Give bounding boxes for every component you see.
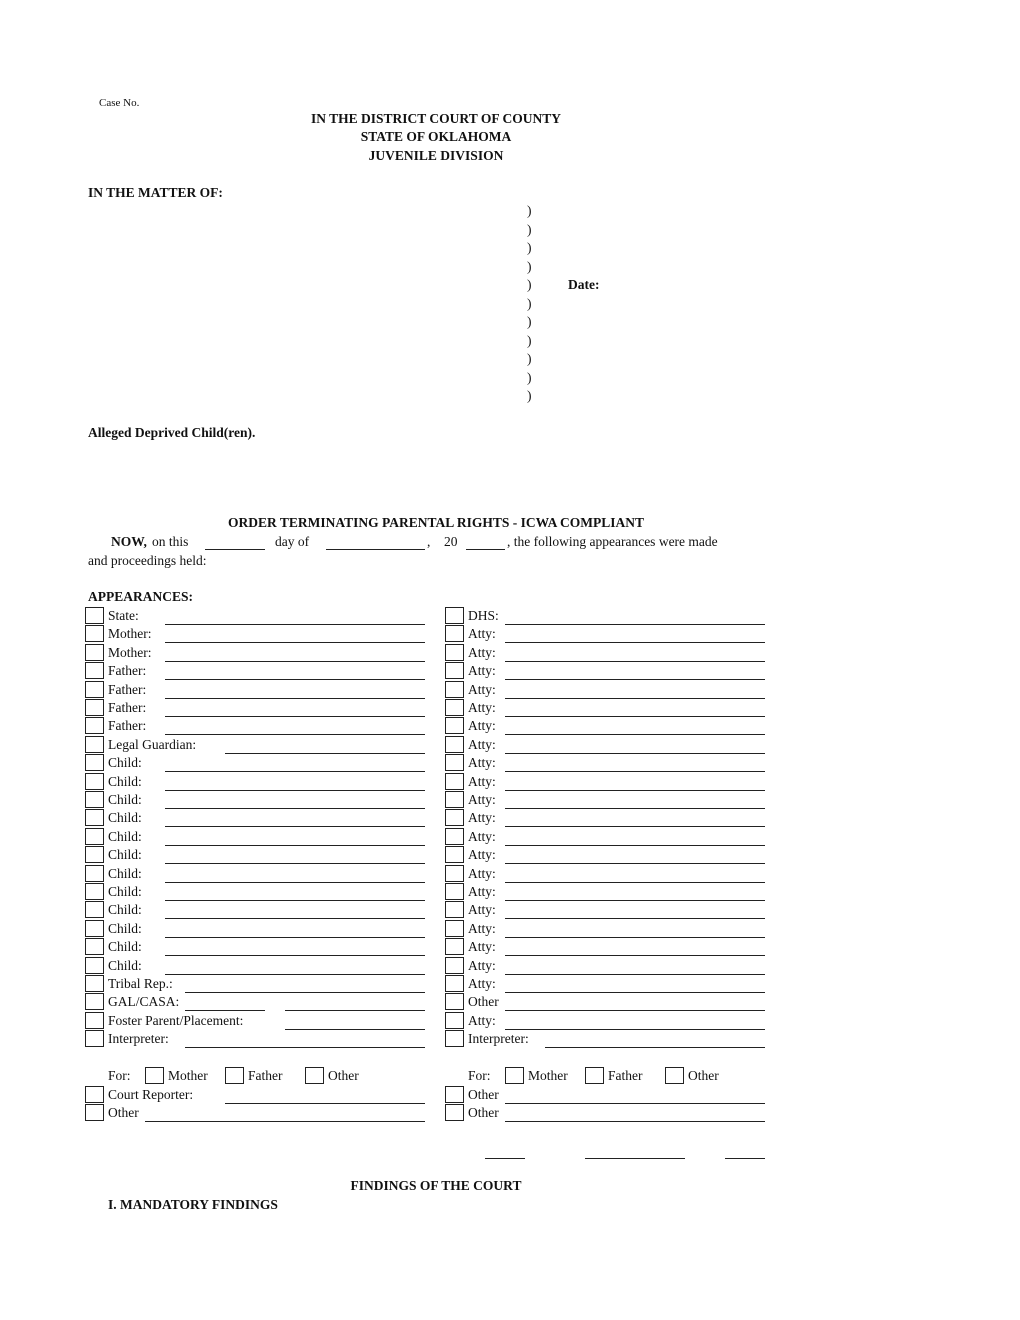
state-name: STATE OF OKLAHOMA bbox=[360, 129, 512, 144]
appearance-checkbox[interactable] bbox=[85, 791, 104, 808]
appearance-label: Atty: bbox=[468, 865, 496, 881]
appearance-label: Tribal Rep.: bbox=[108, 976, 173, 991]
appearance-label: Atty: bbox=[468, 939, 496, 955]
appearance-checkbox[interactable] bbox=[445, 1086, 464, 1103]
in-the-matter-of: IN THE MATTER OF: bbox=[88, 185, 223, 200]
appearance-label: Interpreter: bbox=[108, 1031, 169, 1047]
appearance-name-line[interactable] bbox=[505, 753, 765, 754]
appearance-label: State: bbox=[108, 608, 139, 623]
appearance-name-line[interactable] bbox=[505, 882, 765, 883]
appearance-checkbox[interactable] bbox=[445, 717, 464, 734]
appearance-name-line[interactable] bbox=[505, 1010, 765, 1011]
appearance-checkbox[interactable] bbox=[85, 975, 104, 992]
appearance-label: Child: bbox=[108, 810, 142, 826]
appearance-label: Legal Guardian: bbox=[108, 736, 197, 752]
appearance-checkbox[interactable] bbox=[445, 791, 464, 808]
appearance-checkbox[interactable] bbox=[445, 920, 464, 937]
appearance-checkbox[interactable] bbox=[445, 1012, 464, 1029]
for-mother-label: Mother bbox=[168, 1068, 208, 1083]
appearance-name-line[interactable] bbox=[505, 845, 765, 846]
appearance-checkbox[interactable] bbox=[445, 883, 464, 900]
appearance-checkbox[interactable] bbox=[85, 957, 104, 974]
appearance-name-line[interactable] bbox=[505, 992, 765, 993]
appearance-label: Atty: bbox=[468, 644, 496, 660]
appearance-label: Father: bbox=[108, 718, 147, 734]
appearance-name-line[interactable] bbox=[165, 845, 425, 846]
appearance-checkbox[interactable] bbox=[85, 846, 104, 863]
day-of-label: day of bbox=[275, 534, 310, 549]
signature-blank-3[interactable] bbox=[725, 1158, 765, 1159]
appearance-label: Atty: bbox=[468, 810, 496, 826]
caption-paren: ) bbox=[527, 314, 532, 329]
appearance-label: Other bbox=[108, 1104, 139, 1120]
appearance-checkbox[interactable] bbox=[445, 828, 464, 845]
appearance-label: Interpreter: bbox=[468, 1031, 529, 1047]
appearance-label: Foster Parent/Placement: bbox=[108, 1012, 244, 1028]
appearance-name-line[interactable] bbox=[505, 863, 765, 864]
for-mother-checkbox[interactable] bbox=[505, 1067, 524, 1084]
appearance-name-line[interactable] bbox=[145, 1121, 425, 1122]
caption-paren: ) bbox=[527, 351, 532, 366]
appearance-checkbox[interactable] bbox=[85, 920, 104, 937]
division-name: JUVENILE DIVISION bbox=[368, 148, 504, 163]
appearance-name-line[interactable] bbox=[505, 661, 765, 662]
appearance-checkbox[interactable] bbox=[85, 662, 104, 679]
appearance-name-line[interactable] bbox=[225, 753, 425, 754]
appearance-name-line[interactable] bbox=[185, 992, 425, 993]
appearance-label: Atty: bbox=[468, 755, 496, 771]
appearance-label: Atty: bbox=[468, 920, 496, 936]
for-other-label: Other bbox=[328, 1068, 359, 1083]
appearance-checkbox[interactable] bbox=[85, 993, 104, 1010]
appearance-label: Other bbox=[468, 1086, 499, 1102]
appearance-label: Atty: bbox=[468, 792, 496, 807]
appearance-checkbox[interactable] bbox=[85, 699, 104, 716]
for-other-checkbox[interactable] bbox=[305, 1067, 324, 1084]
appearance-checkbox[interactable] bbox=[445, 644, 464, 661]
appearance-checkbox[interactable] bbox=[85, 717, 104, 734]
appearance-checkbox[interactable] bbox=[445, 809, 464, 826]
appearance-checkbox[interactable] bbox=[445, 865, 464, 882]
appearance-checkbox[interactable] bbox=[445, 1104, 464, 1121]
appearance-checkbox[interactable] bbox=[85, 1086, 104, 1103]
for-mother-checkbox[interactable] bbox=[145, 1067, 164, 1084]
appearance-label: Father: bbox=[108, 663, 147, 679]
date-label: Date: bbox=[568, 277, 600, 292]
appearance-name-line[interactable] bbox=[165, 716, 425, 717]
now-label: NOW, bbox=[111, 534, 147, 549]
appearance-checkbox[interactable] bbox=[85, 809, 104, 826]
appearance-name-line[interactable] bbox=[505, 1121, 765, 1122]
appearance-name-line[interactable] bbox=[505, 808, 765, 809]
appearance-label: Mother: bbox=[108, 644, 152, 660]
appearance-checkbox[interactable] bbox=[445, 975, 464, 992]
appearance-checkbox[interactable] bbox=[85, 773, 104, 790]
year-blank[interactable] bbox=[466, 549, 505, 550]
caption-paren: ) bbox=[527, 258, 532, 274]
order-title: ORDER TERMINATING PARENTAL RIGHTS - ICWA COMPLIANT bbox=[227, 515, 645, 530]
appearance-name-line[interactable] bbox=[505, 955, 765, 956]
for-label: For: bbox=[468, 1068, 491, 1083]
mandatory-findings-heading: I. MANDATORY FINDINGS bbox=[108, 1197, 278, 1212]
month-blank[interactable] bbox=[326, 549, 425, 550]
appearance-checkbox[interactable] bbox=[445, 681, 464, 698]
appearance-name-line[interactable] bbox=[285, 1010, 425, 1011]
appearance-label: Atty: bbox=[468, 773, 496, 789]
appearance-name-line[interactable] bbox=[165, 955, 425, 956]
appearance-name-line[interactable] bbox=[165, 900, 425, 901]
appearance-label: Child: bbox=[108, 847, 142, 863]
appearance-label: Child: bbox=[108, 792, 142, 807]
appearance-checkbox[interactable] bbox=[445, 901, 464, 918]
year-prefix: 20 bbox=[444, 534, 458, 549]
appearance-name-line[interactable] bbox=[225, 1103, 425, 1104]
caption-paren: ) bbox=[527, 369, 532, 385]
appearance-name-line[interactable] bbox=[505, 624, 765, 625]
appearance-label: Other bbox=[468, 994, 499, 1010]
appearance-checkbox[interactable] bbox=[445, 754, 464, 771]
on-this-label: on this bbox=[152, 534, 189, 549]
for-mother-label: Mother bbox=[528, 1068, 568, 1083]
appearance-label: Child: bbox=[108, 920, 142, 936]
appearance-name-line[interactable] bbox=[165, 698, 425, 699]
appearance-name-line[interactable] bbox=[505, 1029, 765, 1030]
appearance-name-line[interactable] bbox=[165, 826, 425, 827]
appearance-checkbox[interactable] bbox=[85, 828, 104, 845]
appearance-label: Atty: bbox=[468, 626, 496, 642]
appearance-name-line[interactable] bbox=[185, 1010, 265, 1011]
appearance-label: Atty: bbox=[468, 884, 496, 899]
appearance-label: Child: bbox=[108, 773, 142, 789]
appearance-label: Child: bbox=[108, 902, 142, 918]
appearance-name-line[interactable] bbox=[505, 937, 765, 938]
caption-paren: ) bbox=[527, 240, 532, 255]
appearance-label: Atty: bbox=[468, 976, 496, 991]
appearance-label: Atty: bbox=[468, 1012, 496, 1028]
appearance-name-line[interactable] bbox=[505, 679, 765, 680]
appearance-label: Father: bbox=[108, 700, 147, 715]
for-label: For: bbox=[108, 1068, 131, 1083]
appearance-name-line[interactable] bbox=[165, 918, 425, 919]
appearance-label: Child: bbox=[108, 957, 142, 973]
appearance-checkbox[interactable] bbox=[445, 773, 464, 790]
appearance-label: Child: bbox=[108, 865, 142, 881]
appearance-checkbox[interactable] bbox=[445, 736, 464, 753]
appearance-checkbox[interactable] bbox=[85, 681, 104, 698]
appearance-name-line[interactable] bbox=[505, 698, 765, 699]
alleged-deprived-children: Alleged Deprived Child(ren). bbox=[88, 425, 256, 440]
appearance-label: Atty: bbox=[468, 700, 496, 715]
court-name: IN THE DISTRICT COURT OF COUNTY bbox=[311, 111, 561, 126]
appearance-checkbox[interactable] bbox=[85, 1030, 104, 1047]
appearance-name-line[interactable] bbox=[165, 808, 425, 809]
appearance-name-line[interactable] bbox=[165, 624, 425, 625]
appearance-checkbox[interactable] bbox=[85, 1104, 104, 1121]
appearance-checkbox[interactable] bbox=[85, 644, 104, 661]
appearance-label: Atty: bbox=[468, 847, 496, 863]
appearance-name-line[interactable] bbox=[165, 937, 425, 938]
appearance-checkbox[interactable] bbox=[445, 1030, 464, 1047]
appearance-name-line[interactable] bbox=[505, 716, 765, 717]
appearance-name-line[interactable] bbox=[165, 790, 425, 791]
for-father-checkbox[interactable] bbox=[585, 1067, 604, 1084]
appearance-name-line[interactable] bbox=[545, 1047, 765, 1048]
appearance-checkbox[interactable] bbox=[445, 699, 464, 716]
appearance-label: DHS: bbox=[468, 608, 499, 623]
appearance-label: Mother: bbox=[108, 626, 152, 642]
appearance-label: Atty: bbox=[468, 736, 496, 752]
appearance-checkbox[interactable] bbox=[445, 993, 464, 1010]
appearance-label: Atty: bbox=[468, 663, 496, 679]
appearances-heading: APPEARANCES: bbox=[88, 589, 194, 604]
caption-paren: ) bbox=[527, 221, 532, 237]
appearance-name-line[interactable] bbox=[165, 642, 425, 643]
following-text: , the following appearances were made bbox=[507, 534, 718, 549]
appearance-name-line[interactable] bbox=[505, 790, 765, 791]
caption-paren: ) bbox=[527, 388, 532, 403]
appearance-checkbox[interactable] bbox=[445, 625, 464, 642]
signature-blank-2[interactable] bbox=[585, 1158, 685, 1159]
appearance-checkbox[interactable] bbox=[445, 938, 464, 955]
appearance-name-line[interactable] bbox=[505, 918, 765, 919]
appearance-name-line[interactable] bbox=[165, 771, 425, 772]
appearance-checkbox[interactable] bbox=[85, 754, 104, 771]
appearance-label: GAL/CASA: bbox=[108, 994, 180, 1010]
proceedings-text: and proceedings held: bbox=[88, 553, 207, 568]
comma: , bbox=[427, 534, 431, 549]
appearance-label: Atty: bbox=[468, 718, 496, 734]
appearance-name-line[interactable] bbox=[505, 1103, 765, 1104]
appearance-label: Court Reporter: bbox=[108, 1086, 194, 1102]
appearance-label: Child: bbox=[108, 828, 142, 844]
for-father-checkbox[interactable] bbox=[225, 1067, 244, 1084]
appearance-name-line[interactable] bbox=[165, 734, 425, 735]
for-other-label: Other bbox=[688, 1068, 719, 1083]
caption-paren: ) bbox=[527, 203, 532, 218]
appearance-label: Atty: bbox=[468, 681, 496, 697]
appearance-label: Atty: bbox=[468, 902, 496, 918]
caption-paren: ) bbox=[527, 295, 532, 311]
appearance-name-line[interactable] bbox=[505, 771, 765, 772]
appearance-name-line[interactable] bbox=[165, 863, 425, 864]
appearance-name-line[interactable] bbox=[505, 734, 765, 735]
signature-blank-1[interactable] bbox=[485, 1158, 525, 1159]
appearance-name-line[interactable] bbox=[185, 1047, 425, 1048]
appearance-checkbox[interactable] bbox=[85, 607, 104, 624]
case-number-label: Case No. bbox=[99, 97, 140, 109]
day-blank[interactable] bbox=[205, 549, 265, 550]
findings-title: FINDINGS OF THE COURT bbox=[350, 1178, 522, 1193]
appearance-name-line[interactable] bbox=[285, 1029, 425, 1030]
appearance-label: Child: bbox=[108, 939, 142, 955]
appearance-label: Atty: bbox=[468, 828, 496, 844]
appearance-label: Child: bbox=[108, 884, 142, 899]
appearance-label: Other bbox=[468, 1104, 499, 1120]
appearance-checkbox[interactable] bbox=[85, 625, 104, 642]
appearance-name-line[interactable] bbox=[505, 900, 765, 901]
for-father-label: Father bbox=[248, 1068, 283, 1083]
for-other-checkbox[interactable] bbox=[665, 1067, 684, 1084]
caption-paren: ) bbox=[527, 277, 532, 292]
for-father-label: Father bbox=[608, 1068, 643, 1083]
appearance-checkbox[interactable] bbox=[85, 1012, 104, 1029]
appearance-checkbox[interactable] bbox=[85, 901, 104, 918]
appearance-checkbox[interactable] bbox=[445, 846, 464, 863]
appearance-checkbox[interactable] bbox=[85, 736, 104, 753]
appearance-name-line[interactable] bbox=[505, 642, 765, 643]
appearance-checkbox[interactable] bbox=[445, 607, 464, 624]
appearance-name-line[interactable] bbox=[505, 826, 765, 827]
appearance-checkbox[interactable] bbox=[445, 662, 464, 679]
appearance-checkbox[interactable] bbox=[85, 938, 104, 955]
appearance-label: Atty: bbox=[468, 957, 496, 973]
appearance-label: Child: bbox=[108, 755, 142, 771]
appearance-label: Father: bbox=[108, 681, 147, 697]
appearance-name-line[interactable] bbox=[165, 974, 425, 975]
appearance-name-line[interactable] bbox=[165, 661, 425, 662]
appearance-name-line[interactable] bbox=[165, 679, 425, 680]
appearance-checkbox[interactable] bbox=[85, 865, 104, 882]
appearance-name-line[interactable] bbox=[165, 882, 425, 883]
caption-paren: ) bbox=[527, 332, 532, 348]
appearance-checkbox[interactable] bbox=[445, 957, 464, 974]
appearance-name-line[interactable] bbox=[505, 974, 765, 975]
appearance-checkbox[interactable] bbox=[85, 883, 104, 900]
